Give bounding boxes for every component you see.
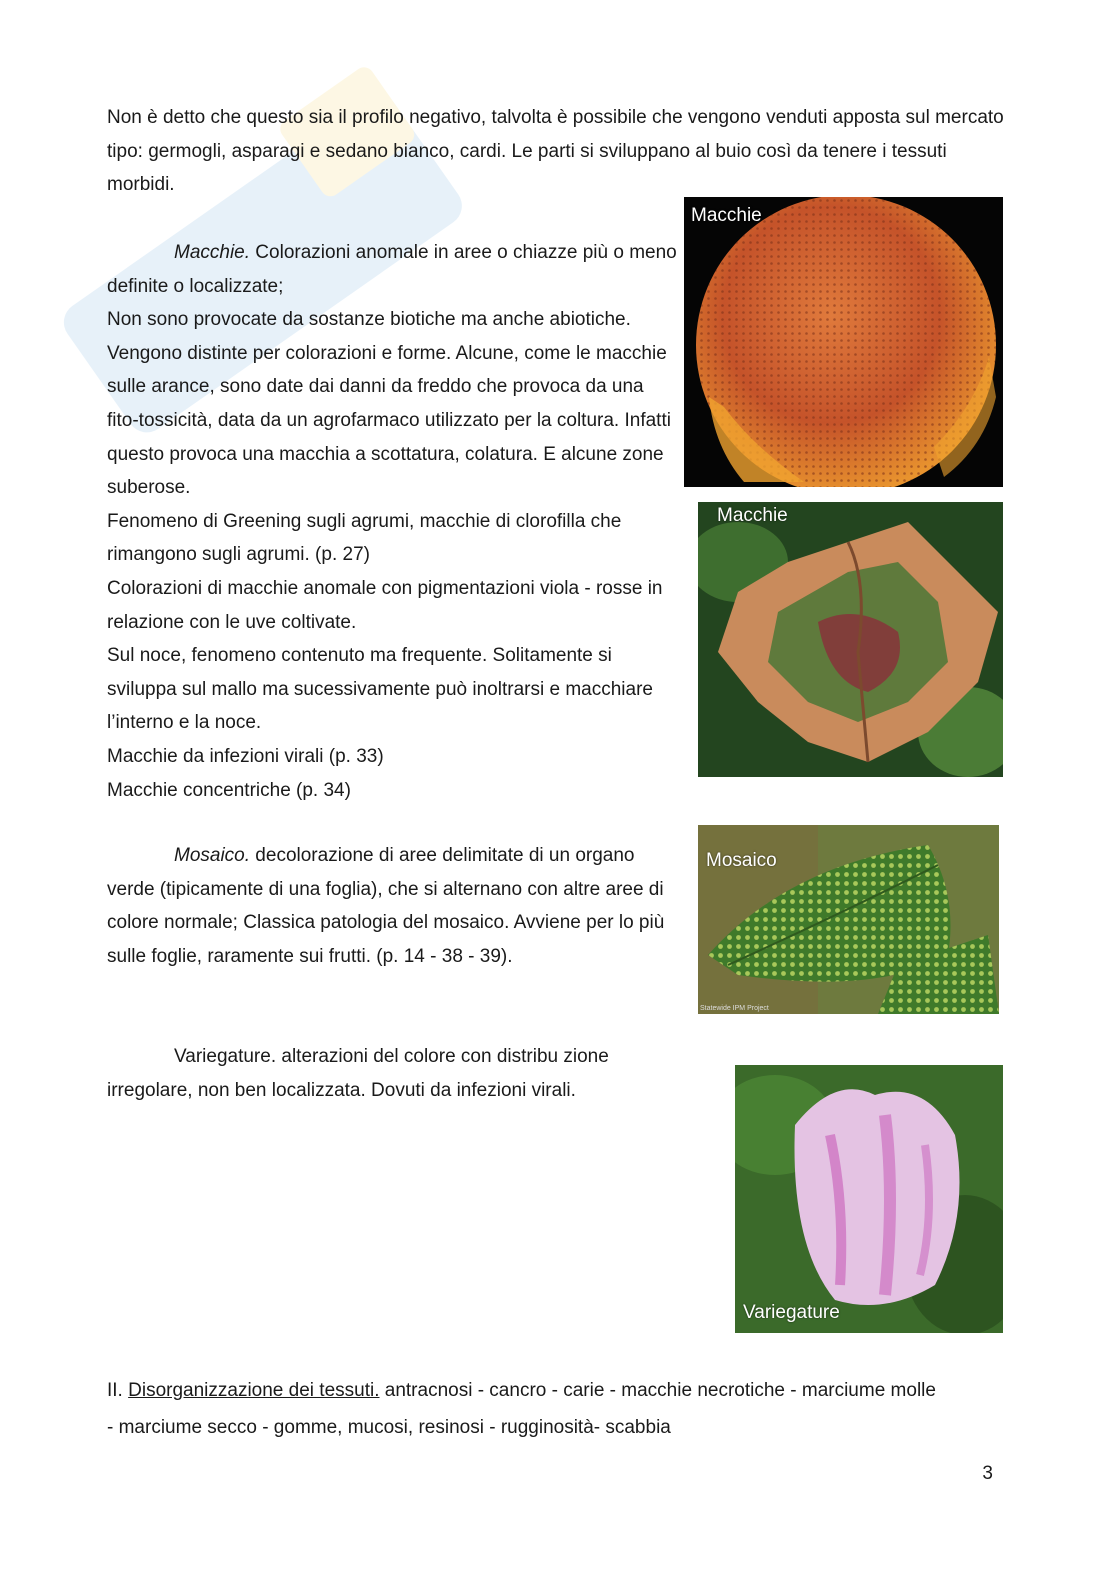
mosaico-section [107,839,677,973]
mosaic-credit: Statewide IPM Project [700,1005,769,1012]
macchie-term: Macchie. [174,242,251,263]
leaf-spots-image [698,502,1003,777]
variegature-paragraph: Variegature. alterazioni del colore con distribu zione irregolare, non ben localizzata. Dovuti da infezioni virali. [107,1046,609,1101]
variegature-section [107,1040,677,1107]
macchie-line: Colorazioni di macchie anomale con pigmentazioni viola - rosse in relazione con le uve coltivate. [107,577,663,633]
tulip-variegation-image [735,1065,1003,1333]
section-ii-line1 [107,1374,1007,1408]
section-number: II. [107,1380,129,1401]
mosaico-term: Mosaico. [174,845,251,866]
orange-illustration [684,197,1003,487]
macchie-line: Macchie concentriche (p. 34) [107,779,351,801]
macchie-line: Macchie da infezioni virali (p. 33) [107,745,384,767]
section-list-1: antracnosi - cancro - carie - macchie necrotiche - marciume molle [379,1380,936,1401]
mosaico-paragraph: Mosaico. decolorazione di aree delimitate di un organo verde (tipicamente di una foglia), che si alternano con altre aree di colore normale; Classica patologia del mosaico. Avviene per lo più sulle foglie, raramente sui frutti. (p. 14 - 38 - 39). [107,845,665,967]
orange-caption: Macchie [691,205,762,226]
section-ii-line2: - marciume secco - gomme, mucosi, resinosi - rugginosità- scabbia [107,1417,671,1438]
leaf-caption: Macchie [717,505,788,526]
macchie-line: Sul noce, fenomeno contenuto ma frequente. Solitamente si sviluppa sul mallo ma sucessivamente può inoltrarsi e macchiare l’interno e la noce. [107,645,653,734]
macchie-section [107,236,677,807]
page-number: 3 [982,1463,993,1484]
tulip-illustration [735,1065,1003,1333]
orange-spots-image [684,197,1003,487]
macchie-definition: Macchie. Colorazioni anomale in aree o chiazze più o meno definite o localizzate; [107,242,677,297]
mosaic-leaf-image [698,825,999,1014]
intro-paragraph: Non è detto che questo sia il profilo negativo, talvolta è possibile che vengono venduti apposta sul mercato tipo: germogli, asparagi e sedano bianco, cardi. Le parti si sviluppano al buio così da tenere i tessuti morbidi. [107,107,1004,196]
mosaic-caption: Mosaico [706,850,777,871]
leaf-illustration [698,502,1003,777]
macchie-line: Non sono provocate da sostanze biotiche ma anche abiotiche. Vengono distinte per colorazioni e forme. Alcune, come le macchie sulle arance, sono date dai danni da freddo che provoca da una fito-tossicità, data da un agrofarmaco utilizzato per la coltura. Infatti questo provoca una macchia a scottatura, colatura. E alcune zone suberose. [107,309,671,499]
macchie-line: Fenomeno di Greening sugli agrumi, macchie di clorofilla che rimangono sugli agrumi. (p. 27) [107,510,622,566]
section-heading: Disorganizzazione dei tessuti. [128,1380,380,1401]
tulip-caption: Variegature [743,1302,840,1323]
